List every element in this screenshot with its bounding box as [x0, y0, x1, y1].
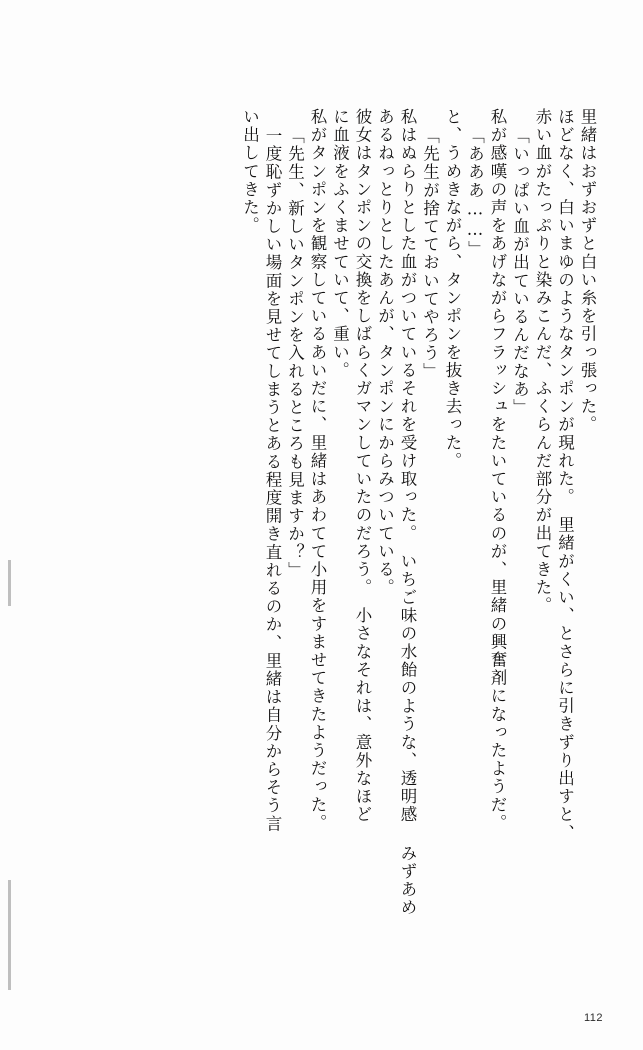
- text-line: 私はぬらりとした血がついているそれを受け取った。 いちご味の水飴のような、透明感: [398, 108, 417, 824]
- text-line: 「いっぱい血が出ているんだなあ」: [510, 127, 530, 417]
- text-line: 私が感嘆の声をあげながらフラッシュをたいているのが、里緒の興奮剤になったようだ。: [488, 108, 507, 832]
- text-line: 私がタンポンを観察しているあいだに、里緒はあわてて小用をすませてきたようだった。: [308, 108, 327, 832]
- text-line: 「あああ……」: [465, 127, 485, 259]
- ruby-reading: みずあめ: [398, 844, 417, 917]
- text-line-ruby-segment: [398, 108, 417, 844]
- text-line: 里緒はおずおずと白い糸を引っ張った。: [578, 108, 597, 434]
- text-line: 彼女はタンポンの交換をしばらくガマンしていたのだろう。 小さなそれは、意外なほど: [353, 108, 372, 824]
- text-line: 「先生、新しいタンポンを入れるところも見ますか？」: [285, 127, 305, 580]
- text-line: い出してきた。: [240, 108, 260, 235]
- text-line: 「先生が捨てておいてやろう」: [420, 127, 440, 381]
- text-line: あるねっとりとしたあんが、タンポンにからみついている。: [375, 108, 395, 597]
- text-line: 赤い血がたっぷりと染みこんだ、ふくらんだ部分が出てきた。: [533, 108, 552, 615]
- text-line-with-ruby: [399, 108, 416, 988]
- text-line: と、うめきながら、タンポンを抜き去った。: [443, 108, 462, 470]
- vertical-text-block: [70, 108, 595, 988]
- text-line: ほどなく、白いまゆのようなタンポンが現れた。 里緒がくい、とさらに引きずり出すと、: [555, 108, 575, 842]
- text-line: 一度恥ずかしい場面を見せてしまうとある程度開き直れるのか、里緒は自分からそう言: [263, 127, 282, 833]
- binding-mark-lower: [8, 880, 11, 990]
- text-line: に血液をふくませていて、重い。: [330, 108, 350, 380]
- binding-mark-upper: [8, 560, 11, 606]
- page-number: 112: [583, 1012, 603, 1024]
